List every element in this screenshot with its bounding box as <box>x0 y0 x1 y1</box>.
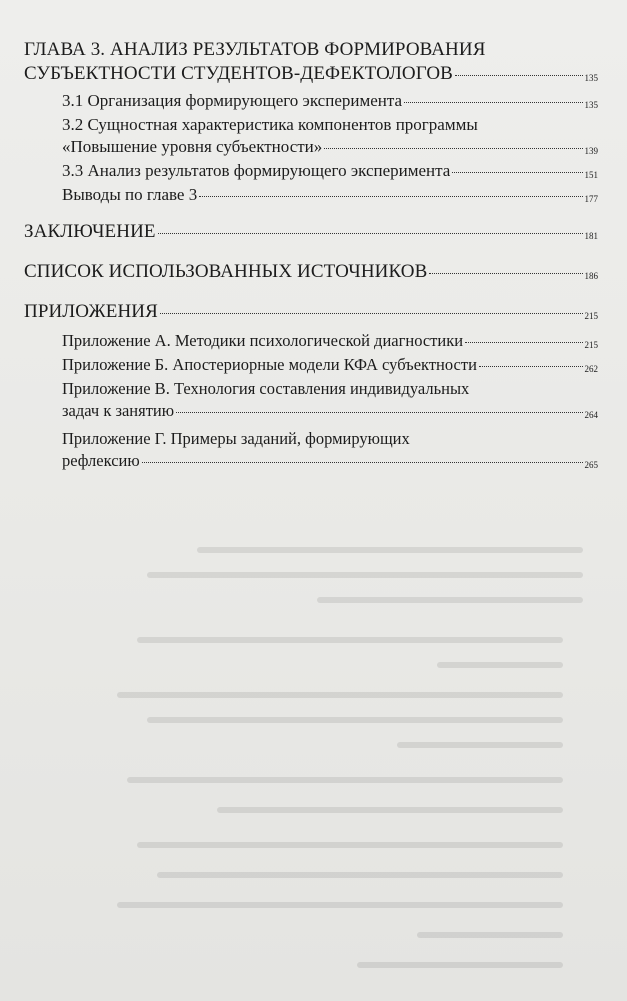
toc-section-3-2[interactable] <box>24 114 598 160</box>
toc-page-number: 264 <box>584 410 598 420</box>
toc-chapter-title: ПРИЛОЖЕНИЯ <box>24 301 158 322</box>
toc-appendix-title-line1: Приложение Г. Примеры заданий, формирующих <box>62 429 410 448</box>
toc-section-title: 3.1 Организация формирующего эксперимента <box>62 91 403 110</box>
toc-appendix-a[interactable] <box>24 330 598 354</box>
bleed-through-texture <box>60 520 620 980</box>
toc-chapter-3-title-line2: СУБЪЕКТНОСТИ СТУДЕНТОВ-ДЕФЕКТОЛОГОВ <box>24 63 453 84</box>
toc-appendix-title-line2: задач к занятию <box>62 401 175 420</box>
dot-leader <box>452 172 582 173</box>
toc-page-number: 139 <box>584 146 598 156</box>
toc-page-number: 135 <box>584 73 598 83</box>
toc-page-number: 186 <box>584 271 598 281</box>
dot-leader <box>324 148 582 149</box>
toc-sources[interactable] <box>24 260 598 286</box>
dot-leader <box>404 102 582 103</box>
toc-conclusion[interactable] <box>24 220 598 246</box>
toc-section-title-line2: «Повышение уровня субъектности» <box>62 137 323 156</box>
toc-appendix-b[interactable] <box>24 354 598 378</box>
dot-leader <box>465 342 582 343</box>
toc-chapter-3-title-line1: ГЛАВА 3. АНАЛИЗ РЕЗУЛЬТАТОВ ФОРМИРОВАНИЯ <box>24 39 486 60</box>
toc-chapter-3[interactable] <box>24 38 598 88</box>
dot-leader <box>142 462 583 463</box>
toc-page-number: 262 <box>584 364 598 374</box>
toc-appendix-title: Приложение А. Методики психологической диагностики <box>62 331 464 350</box>
toc-page-number: 215 <box>584 311 598 321</box>
toc-section-3-3[interactable] <box>24 160 598 184</box>
table-of-contents <box>24 38 598 474</box>
toc-appendix-title-line2: рефлексию <box>62 451 140 470</box>
toc-page-number: 215 <box>584 340 598 350</box>
toc-section-3-1[interactable] <box>24 90 598 114</box>
toc-section-title: Выводы по главе 3 <box>62 185 198 204</box>
toc-section-title: 3.3 Анализ результатов формирующего эксперимента <box>62 161 451 180</box>
toc-chapter-title: ЗАКЛЮЧЕНИЕ <box>24 221 156 242</box>
dot-leader <box>176 412 582 413</box>
dot-leader <box>455 75 583 76</box>
dot-leader <box>199 196 582 197</box>
toc-appendix-title-line1: Приложение В. Технология составления индивидуальных <box>62 379 470 398</box>
dot-leader <box>429 273 582 274</box>
toc-page-number: 181 <box>584 231 598 241</box>
toc-page-number: 177 <box>584 194 598 204</box>
toc-page-number: 135 <box>584 100 598 110</box>
toc-section-conclusions-3[interactable] <box>24 184 598 208</box>
toc-appendix-v[interactable] <box>24 378 598 424</box>
toc-appendix-g[interactable] <box>24 428 598 474</box>
toc-appendix-title: Приложение Б. Апостериорные модели КФА субъектности <box>62 355 477 374</box>
toc-page-number: 151 <box>584 170 598 180</box>
dot-leader <box>479 366 583 367</box>
toc-section-title-line1: 3.2 Сущностная характеристика компонентов программы <box>62 115 478 134</box>
dot-leader <box>158 233 583 234</box>
toc-appendices[interactable] <box>24 300 598 326</box>
dot-leader <box>160 313 583 314</box>
toc-chapter-title: СПИСОК ИСПОЛЬЗОВАННЫХ ИСТОЧНИКОВ <box>24 261 428 282</box>
toc-page-number: 265 <box>584 460 598 470</box>
